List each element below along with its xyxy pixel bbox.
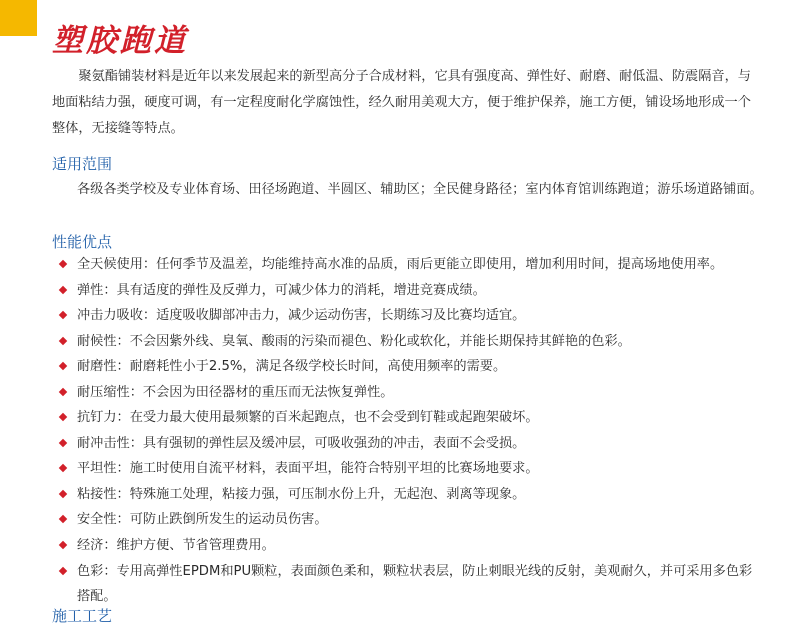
page-title: 塑胶跑道 — [52, 22, 188, 59]
list-item — [60, 384, 760, 402]
list-item — [60, 460, 760, 478]
scope-text: 各级各类学校及专业体育场、田径场跑道、半圆区、辅助区；全民健身路径；室内体育馆训练跑道；游乐场道路铺面。 — [77, 182, 763, 197]
list-item-text: 耐候性：不会因紫外线、臭氧、酸雨的污染而褪色、粉化或软化，并能长期保持其鲜艳的色彩。 — [77, 333, 631, 349]
diamond-bullet-icon — [59, 464, 67, 472]
accent-bar — [0, 0, 37, 36]
diamond-bullet-icon — [59, 336, 67, 344]
diamond-bullet-icon — [59, 489, 67, 497]
diamond-bullet-icon — [59, 387, 67, 395]
list-item — [60, 307, 760, 325]
list-item-text: 耐冲击性：具有强韧的弹性层及缓冲层，可吸收强劲的冲击，表面不会受损。 — [77, 435, 526, 451]
list-item-text: 安全性：可防止跌倒所发生的运动员伤害。 — [77, 512, 328, 527]
list-item-text: 抗钉力：在受力最大使用最频繁的百米起跑点，也不会受到钉鞋或起跑架破坏。 — [77, 410, 539, 425]
diamond-bullet-icon — [59, 362, 67, 370]
list-item-text: 耐压缩性：不会因为田径器材的重压而无法恢复弹性。 — [77, 384, 394, 400]
list-item — [60, 537, 760, 555]
list-item — [60, 358, 760, 376]
list-item — [60, 256, 760, 274]
list-item — [60, 409, 760, 427]
diamond-bullet-icon — [59, 311, 67, 319]
list-item-text: 色彩：专用高弹性EPDM和PU颗粒，表面颜色柔和，颗粒状表层，防止刺眼光线的反射，美观耐久，并可采用多色彩搭配。 — [77, 563, 753, 604]
list-item — [60, 282, 760, 300]
list-item-text: 冲击力吸收：适度吸收脚部冲击力，减少运动伤害，长期练习及比赛均适宜。 — [77, 308, 526, 323]
advantages-list — [60, 256, 760, 616]
intro-paragraph: 聚氨酯铺装材料是近年以来发展起来的新型高分子合成材料，它具有强度高、弹性好、耐磨、耐低温、防震隔音，与地面粘结力强，硬度可调，有一定程度耐化学腐蚀性，经久耐用美观大方，便于维护保养，施工方便，铺设场地形成一个整体，无接缝等特点。 — [52, 69, 751, 136]
diamond-bullet-icon — [59, 260, 67, 268]
list-item-text: 弹性：具有适度的弹性及反弹力，可减少体力的消耗，增进竞赛成绩。 — [77, 282, 486, 298]
list-item — [60, 333, 760, 351]
diamond-bullet-icon — [59, 413, 67, 421]
list-item-text: 全天候使用：任何季节及温差，均能维持高水准的品质，雨后更能立即使用，增加利用时间，提高场地使用率。 — [77, 257, 724, 272]
diamond-bullet-icon — [59, 285, 67, 293]
list-item-text: 粘接性：特殊施工处理，粘接力强，可压制水份上升，无起泡、剥离等现象。 — [77, 486, 526, 502]
list-item — [60, 559, 760, 609]
diamond-bullet-icon — [59, 515, 67, 523]
list-item-text: 平坦性：施工时使用自流平材料，表面平坦，能符合特别平坦的比赛场地要求。 — [77, 461, 539, 476]
advantages-heading: 性能优点 — [52, 233, 113, 251]
diamond-bullet-icon — [59, 566, 67, 574]
list-item — [60, 486, 760, 504]
diamond-bullet-icon — [59, 438, 67, 446]
list-item-text: 耐磨性：耐磨耗性小于2.5%，满足各级学校长时间，高使用频率的需要。 — [77, 359, 507, 374]
list-item-text: 经济：维护方便、节省管理费用。 — [77, 537, 275, 553]
diamond-bullet-icon — [59, 540, 67, 548]
list-item — [60, 435, 760, 453]
next-section-heading: 施工工艺 — [52, 607, 113, 625]
scope-heading: 适用范围 — [52, 155, 113, 173]
list-item — [60, 511, 760, 529]
